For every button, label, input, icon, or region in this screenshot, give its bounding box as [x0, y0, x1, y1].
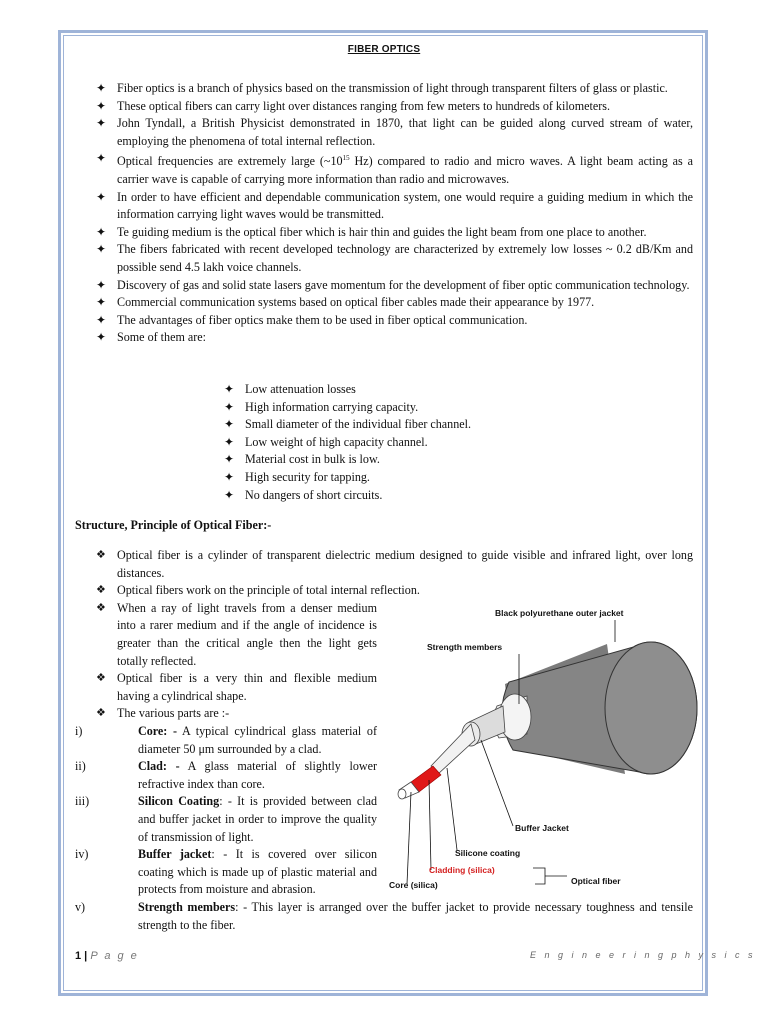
optical-fiber-diagram: [385, 600, 707, 896]
star-bullet-icon: ✦: [224, 417, 235, 432]
advantages-list: [224, 381, 584, 504]
star-bullet-icon: ✦: [224, 399, 235, 414]
list-item: i) Core: - A typical cylindrical glass material of diameter 50 μm surrounded by a clad.: [75, 724, 377, 756]
star-bullet-icon: ✦: [224, 434, 235, 449]
star-bullet-icon: ✦: [96, 151, 107, 166]
list-item: ✦ The advantages of fiber optics make them to be used in fiber optical communication.: [96, 312, 693, 330]
list-item: ii) Clad: - A glass material of slightly lower refractive index than core.: [75, 759, 377, 791]
list-item: ❖ Optical fibers work on the principle of total internal reflection.: [96, 582, 693, 600]
list-item: iii) Silicon Coating: - It is provided between clad and buffer jacket in order to improve the quality of transmission of light.: [75, 794, 378, 844]
page-header: [0, 44, 768, 55]
star-bullet-icon: ✦: [224, 469, 235, 484]
list-item: iv) Buffer jacket: - It is covered over silicon coating which is made up of plastic material and protects from moisture and abrasion.: [75, 847, 377, 897]
list-item: ✦ Te guiding medium is the optical fiber which is hair thin and guides the light beam from one place to another.: [96, 224, 693, 242]
list-item: ❖ Optical fiber is a cylinder of transparent dielectric medium designed to guide visible and infrared light, over long distances.: [96, 548, 693, 580]
list-item: ❖ The various parts are :-: [96, 705, 377, 723]
list-item: ✦ Fiber optics is a branch of physics based on the transmission of light through transparent filters of glass or plastic.: [96, 80, 693, 98]
label-optical-fiber: Optical fiber: [571, 876, 621, 886]
star-bullet-icon: ✦: [96, 116, 107, 131]
star-bullet-icon: ✦: [96, 224, 107, 239]
diamond-bullet-icon: ❖: [96, 549, 106, 561]
diamond-bullet-icon: ❖: [96, 601, 106, 614]
list-item: ✦ High security for tapping.: [224, 469, 584, 487]
star-bullet-icon: ✦: [96, 98, 107, 113]
list-item: ✦ Some of them are:: [96, 329, 693, 347]
star-bullet-icon: ✦: [96, 189, 107, 204]
list-item: ✦ High information carrying capacity.: [224, 399, 584, 417]
list-item: ✦ Discovery of gas and solid state lasers gave momentum for the development of fiber optic communication technology.: [96, 277, 693, 295]
label-outer-jacket: Black polyurethane outer jacket: [495, 608, 624, 618]
star-bullet-icon: ✦: [224, 382, 235, 396]
list-item: ✦ These optical fibers can carry light over distances ranging from few meters to hundreds of kilometers.: [96, 98, 693, 116]
star-bullet-icon: ✦: [224, 487, 235, 502]
header-title: FIBER OPTICS: [347, 44, 421, 55]
star-bullet-icon: ✦: [96, 81, 107, 95]
star-bullet-icon: ✦: [96, 330, 107, 345]
page-number-footer: 1 | P a g e: [75, 950, 139, 962]
list-item: ✦ No dangers of short circuits.: [224, 487, 584, 505]
star-bullet-icon: ✦: [96, 312, 107, 327]
silicone-coating-shape: [431, 724, 475, 774]
list-item: ✦ Optical frequencies are extremely large ($\sim 10^{15}$ Hz) compared to radio and micro waves. A light beam acting as a carrier wave is capable of carrying more information than radio and microwaves.: [96, 151, 693, 186]
list-item: v) Strength members: - This layer is arranged over the buffer jacket to provide necessary toughness and tensile strength to the fiber.: [75, 899, 693, 932]
intro-bullet-list: [96, 80, 693, 347]
section-heading: Structure, Principle of Optical Fiber:-: [75, 518, 272, 532]
outer-jacket-shape: [502, 642, 697, 774]
diamond-bullet-icon: ❖: [96, 672, 106, 685]
list-item: ✦ Low attenuation losses: [224, 381, 584, 399]
list-item: ✦ The fibers fabricated with recent developed technology are characterized by extremely low losses ~ 0.2 dB/Km and possible send 4.5 lakh voice channels.: [96, 242, 693, 274]
list-item: ✦ Low weight of high capacity channel.: [224, 434, 584, 452]
list-item: ❖ Optical fiber is a very thin and flexible medium having a cylindrical shape.: [96, 671, 377, 703]
list-item: ✦ John Tyndall, a British Physicist demonstrated in 1870, that light can be guided along curved stream of water, employing the phenomena of total internal reflection.: [96, 116, 693, 148]
label-silicone-coating: Silicone coating: [455, 848, 521, 858]
star-bullet-icon: ✦: [96, 295, 107, 310]
list-item: ✦ Commercial communication systems based on optical fiber cables made their appearance by 1977.: [96, 294, 693, 312]
list-item: ❖ When a ray of light travels from a denser medium into a rarer medium and if the angle of incidence is greater than the critical angle then the light gets totally reflected.: [96, 600, 377, 668]
label-strength-members: Strength members: [427, 642, 503, 652]
label-cladding: Cladding (silica): [429, 865, 495, 875]
diamond-bullet-icon: ❖: [96, 584, 106, 597]
diamond-bullet-icon: ❖: [96, 707, 106, 720]
star-bullet-icon: ✦: [224, 452, 235, 467]
label-buffer-jacket: Buffer Jacket: [515, 823, 569, 833]
label-core: Core (silica): [389, 880, 438, 890]
list-item: ✦ Material cost in bulk is low.: [224, 451, 584, 469]
star-bullet-icon: ✦: [96, 242, 107, 257]
footer-subject: E n g i n e e r i n g p h y s i c s: [530, 950, 756, 960]
list-item: ✦ Small diameter of the individual fiber channel.: [224, 416, 584, 434]
list-item: ✦ In order to have efficient and dependable communication system, one would require a guiding medium in which the information carrying light waves would be transmitted.: [96, 189, 693, 222]
star-bullet-icon: ✦: [96, 277, 107, 292]
